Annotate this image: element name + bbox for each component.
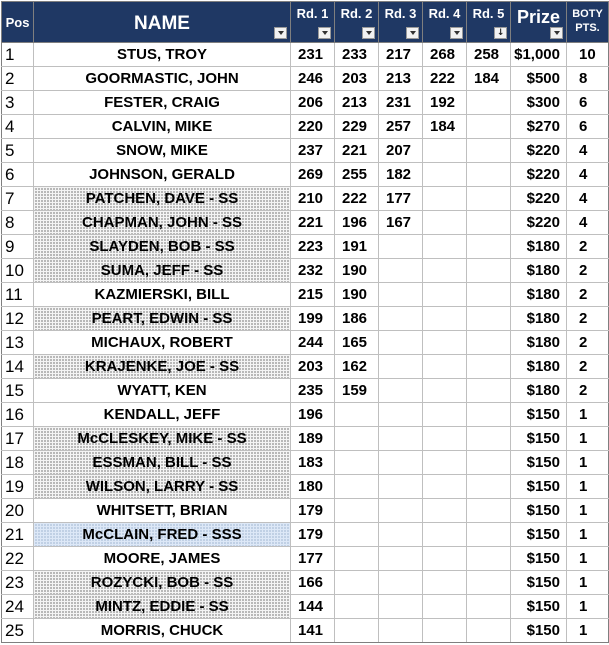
prize-cell[interactable]: $220 [511,187,567,211]
boty-points-cell[interactable]: 6 [567,91,609,115]
round4-cell[interactable] [423,259,467,283]
round1-cell[interactable]: 144 [291,595,335,619]
round5-cell[interactable] [467,379,511,403]
round1-cell[interactable]: 232 [291,259,335,283]
round1-cell[interactable]: 166 [291,571,335,595]
header-row [2,2,609,43]
table-row [2,331,609,355]
round3-cell[interactable]: 257 [379,115,423,139]
header-rd3 [379,2,423,43]
header-boty-line1: BOTY [572,8,603,20]
round2-cell[interactable]: 255 [335,163,379,187]
rd2-filter-button[interactable] [362,27,375,39]
round2-cell[interactable] [335,547,379,571]
round2-cell[interactable] [335,619,379,643]
round2-cell[interactable] [335,475,379,499]
prize-cell[interactable]: $180 [511,331,567,355]
prize-cell[interactable]: $180 [511,355,567,379]
position-cell[interactable]: 10 [2,259,34,283]
boty-points-cell[interactable]: 1 [567,571,609,595]
name-cell[interactable]: KRAJENKE, JOE - SS [34,355,291,379]
prize-cell[interactable]: $180 [511,283,567,307]
table-row [2,451,609,475]
round5-cell[interactable] [467,259,511,283]
name-cell[interactable]: CALVIN, MIKE [34,115,291,139]
round4-cell[interactable]: 268 [423,43,467,67]
boty-points-cell[interactable]: 4 [567,139,609,163]
position-cell[interactable]: 5 [2,139,34,163]
round1-cell[interactable]: 206 [291,91,335,115]
position-cell[interactable]: 13 [2,331,34,355]
round5-cell[interactable] [467,235,511,259]
header-rd1 [291,2,335,43]
header-name-label: NAME [134,13,190,34]
round5-cell[interactable] [467,355,511,379]
position-cell[interactable]: 4 [2,115,34,139]
header-rd1-label: Rd. 1 [296,6,329,21]
round2-cell[interactable]: 191 [335,235,379,259]
round3-cell[interactable] [379,571,423,595]
header-rd4-label: Rd. 4 [428,6,461,21]
name-cell[interactable]: FESTER, CRAIG [34,91,291,115]
round2-cell[interactable]: 190 [335,283,379,307]
name-cell[interactable]: WYATT, KEN [34,379,291,403]
prize-cell[interactable]: $150 [511,595,567,619]
table-row [2,523,609,547]
round4-cell[interactable] [423,571,467,595]
position-cell[interactable]: 14 [2,355,34,379]
round5-cell[interactable] [467,451,511,475]
prize-cell[interactable]: $180 [511,235,567,259]
round2-cell[interactable] [335,595,379,619]
round3-cell[interactable] [379,547,423,571]
position-cell[interactable]: 17 [2,427,34,451]
position-cell[interactable]: 15 [2,379,34,403]
round2-cell[interactable] [335,427,379,451]
round5-cell[interactable] [467,523,511,547]
round1-cell[interactable]: 179 [291,523,335,547]
name-cell[interactable]: McCLAIN, FRED - SSS [34,523,291,547]
prize-cell[interactable]: $500 [511,67,567,91]
table-row [2,379,609,403]
header-boty-line2: PTS. [575,22,600,34]
header-name [34,2,291,43]
name-cell[interactable]: MICHAUX, ROBERT [34,331,291,355]
round4-cell[interactable] [423,307,467,331]
standings-body [2,43,609,643]
prize-cell[interactable]: $220 [511,211,567,235]
round2-cell[interactable]: 162 [335,355,379,379]
rd4-filter-button[interactable] [450,27,463,39]
prize-cell[interactable]: $220 [511,139,567,163]
round1-cell[interactable]: 199 [291,307,335,331]
round2-cell[interactable]: 222 [335,187,379,211]
round3-cell[interactable]: 182 [379,163,423,187]
table-row [2,355,609,379]
round1-cell[interactable]: 180 [291,475,335,499]
round2-cell[interactable]: 196 [335,211,379,235]
round5-cell[interactable] [467,115,511,139]
round5-cell[interactable] [467,283,511,307]
prize-cell[interactable]: $150 [511,403,567,427]
name-cell[interactable]: KENDALL, JEFF [34,403,291,427]
round3-cell[interactable]: 177 [379,187,423,211]
boty-points-cell[interactable]: 10 [567,43,609,67]
header-prize [511,2,567,43]
round2-cell[interactable]: 213 [335,91,379,115]
header-pos-label: Pos [5,15,30,30]
round1-cell[interactable]: 223 [291,235,335,259]
name-cell[interactable]: WHITSETT, BRIAN [34,499,291,523]
round2-cell[interactable]: 233 [335,43,379,67]
round5-cell[interactable] [467,331,511,355]
position-cell[interactable]: 20 [2,499,34,523]
table-row [2,91,609,115]
table-row [2,403,609,427]
round4-cell[interactable] [423,211,467,235]
round2-cell[interactable]: 221 [335,139,379,163]
name-cell[interactable]: MINTZ, EDDIE - SS [34,595,291,619]
round4-cell[interactable] [423,283,467,307]
round4-cell[interactable] [423,619,467,643]
table-row [2,427,609,451]
dropdown-arrow-icon [554,31,560,35]
position-cell[interactable]: 1 [2,43,34,67]
round4-cell[interactable] [423,427,467,451]
prize-cell[interactable]: $180 [511,379,567,403]
round2-cell[interactable]: 186 [335,307,379,331]
round4-cell[interactable] [423,547,467,571]
round4-cell[interactable] [423,475,467,499]
round2-cell[interactable] [335,571,379,595]
position-cell[interactable]: 8 [2,211,34,235]
round3-cell[interactable] [379,427,423,451]
round5-cell[interactable] [467,211,511,235]
round4-cell[interactable]: 192 [423,91,467,115]
prize-cell[interactable]: $150 [511,547,567,571]
position-cell[interactable]: 22 [2,547,34,571]
name-cell[interactable]: STUS, TROY [34,43,291,67]
position-cell[interactable]: 24 [2,595,34,619]
round5-cell[interactable] [467,403,511,427]
position-cell[interactable]: 9 [2,235,34,259]
round3-cell[interactable]: 213 [379,67,423,91]
header-pos [2,2,34,43]
prize-cell[interactable]: $180 [511,259,567,283]
position-cell[interactable]: 6 [2,163,34,187]
boty-points-cell[interactable]: 2 [567,259,609,283]
position-cell[interactable]: 3 [2,91,34,115]
boty-points-cell[interactable]: 2 [567,379,609,403]
table-row [2,43,609,67]
prize-cell[interactable]: $150 [511,475,567,499]
round3-cell[interactable] [379,379,423,403]
prize-cell[interactable]: $150 [511,451,567,475]
round1-cell[interactable]: 231 [291,43,335,67]
round2-cell[interactable] [335,451,379,475]
round4-cell[interactable] [423,499,467,523]
name-cell[interactable]: SUMA, JEFF - SS [34,259,291,283]
round1-cell[interactable]: 141 [291,619,335,643]
round4-cell[interactable] [423,235,467,259]
table-row [2,187,609,211]
boty-points-cell[interactable]: 2 [567,283,609,307]
round1-cell[interactable]: 244 [291,331,335,355]
round2-cell[interactable]: 159 [335,379,379,403]
position-cell[interactable]: 19 [2,475,34,499]
position-cell[interactable]: 16 [2,403,34,427]
boty-points-cell[interactable]: 4 [567,187,609,211]
round5-cell[interactable] [467,547,511,571]
round3-cell[interactable] [379,619,423,643]
boty-points-cell[interactable]: 1 [567,475,609,499]
table-row [2,499,609,523]
position-cell[interactable]: 7 [2,187,34,211]
round2-cell[interactable]: 229 [335,115,379,139]
round3-cell[interactable] [379,475,423,499]
prize-filter-button[interactable] [550,27,563,39]
rd1-filter-button[interactable] [318,27,331,39]
table-row [2,115,609,139]
table-row [2,163,609,187]
table-row [2,67,609,91]
round3-cell[interactable] [379,235,423,259]
name-cell[interactable]: CHAPMAN, JOHN - SS [34,211,291,235]
round4-cell[interactable] [423,139,467,163]
prize-cell[interactable]: $1,000 [511,43,567,67]
round3-cell[interactable]: 217 [379,43,423,67]
round4-cell[interactable]: 184 [423,115,467,139]
round4-cell[interactable] [423,379,467,403]
round3-cell[interactable]: 207 [379,139,423,163]
round1-cell[interactable]: 177 [291,547,335,571]
round3-cell[interactable]: 231 [379,91,423,115]
round5-cell[interactable] [467,619,511,643]
name-cell[interactable]: GOORMASTIC, JOHN [34,67,291,91]
name-cell[interactable]: JOHNSON, GERALD [34,163,291,187]
header-boty-label [567,2,608,35]
round5-cell[interactable] [467,163,511,187]
round2-cell[interactable] [335,499,379,523]
prize-cell[interactable]: $150 [511,619,567,643]
round1-cell[interactable]: 246 [291,67,335,91]
round4-cell[interactable] [423,523,467,547]
boty-points-cell[interactable]: 2 [567,355,609,379]
dropdown-arrow-icon [278,31,284,35]
round5-cell[interactable] [467,139,511,163]
name-cell[interactable]: ROZYCKI, BOB - SS [34,571,291,595]
round1-cell[interactable]: 235 [291,379,335,403]
round3-cell[interactable] [379,403,423,427]
name-cell[interactable]: MORRIS, CHUCK [34,619,291,643]
round5-cell[interactable] [467,91,511,115]
round5-cell[interactable] [467,307,511,331]
name-cell[interactable]: PATCHEN, DAVE - SS [34,187,291,211]
round3-cell[interactable]: 167 [379,211,423,235]
round4-cell[interactable] [423,163,467,187]
name-cell[interactable]: WILSON, LARRY - SS [34,475,291,499]
round2-cell[interactable] [335,403,379,427]
name-cell[interactable]: McCLESKEY, MIKE - SS [34,427,291,451]
name-cell[interactable]: SNOW, MIKE [34,139,291,163]
round4-cell[interactable] [423,355,467,379]
round3-cell[interactable] [379,259,423,283]
prize-cell[interactable]: $300 [511,91,567,115]
round1-cell[interactable]: 237 [291,139,335,163]
round1-cell[interactable]: 210 [291,187,335,211]
rd5-sort-button[interactable] [494,27,507,39]
table-row [2,547,609,571]
round4-cell[interactable]: 222 [423,67,467,91]
boty-points-cell[interactable]: 1 [567,451,609,475]
round1-cell[interactable]: 220 [291,115,335,139]
table-row [2,619,609,643]
header-prize-label: Prize [516,7,561,27]
table-row [2,139,609,163]
round5-cell[interactable]: 184 [467,67,511,91]
boty-points-cell[interactable]: 1 [567,403,609,427]
position-cell[interactable]: 21 [2,523,34,547]
round1-cell[interactable]: 269 [291,163,335,187]
boty-points-cell[interactable]: 4 [567,163,609,187]
position-cell[interactable]: 18 [2,451,34,475]
round5-cell[interactable] [467,499,511,523]
dropdown-arrow-icon [322,31,328,35]
position-cell[interactable]: 12 [2,307,34,331]
round3-cell[interactable] [379,307,423,331]
round1-cell[interactable]: 196 [291,403,335,427]
position-cell[interactable]: 23 [2,571,34,595]
boty-points-cell[interactable]: 4 [567,211,609,235]
round3-cell[interactable] [379,283,423,307]
prize-cell[interactable]: $180 [511,307,567,331]
round1-cell[interactable]: 189 [291,427,335,451]
name-cell[interactable]: MOORE, JAMES [34,547,291,571]
dropdown-arrow-icon [366,31,372,35]
name-cell[interactable]: SLAYDEN, BOB - SS [34,235,291,259]
rd3-filter-button[interactable] [406,27,419,39]
header-rd2 [335,2,379,43]
name-filter-button[interactable] [274,27,287,39]
prize-cell[interactable]: $150 [511,571,567,595]
prize-cell[interactable]: $270 [511,115,567,139]
boty-points-cell[interactable]: 1 [567,499,609,523]
round1-cell[interactable]: 221 [291,211,335,235]
boty-points-cell[interactable]: 1 [567,427,609,451]
round2-cell[interactable] [335,523,379,547]
round2-cell[interactable]: 203 [335,67,379,91]
boty-points-cell[interactable]: 8 [567,67,609,91]
round5-cell[interactable]: 258 [467,43,511,67]
position-cell[interactable]: 11 [2,283,34,307]
table-row [2,475,609,499]
table-row [2,211,609,235]
round4-cell[interactable] [423,595,467,619]
table-row [2,283,609,307]
prize-cell[interactable]: $220 [511,163,567,187]
boty-points-cell[interactable]: 1 [567,619,609,643]
round4-cell[interactable] [423,451,467,475]
round2-cell[interactable]: 165 [335,331,379,355]
round5-cell[interactable] [467,475,511,499]
round2-cell[interactable]: 190 [335,259,379,283]
name-cell[interactable]: ESSMAN, BILL - SS [34,451,291,475]
table-row [2,307,609,331]
round5-cell[interactable] [467,595,511,619]
boty-points-cell[interactable]: 1 [567,547,609,571]
header-boty [567,2,609,43]
table-row [2,571,609,595]
round5-cell[interactable] [467,427,511,451]
round3-cell[interactable] [379,595,423,619]
header-rd4 [423,2,467,43]
dropdown-arrow-icon [454,31,460,35]
prize-cell[interactable]: $150 [511,499,567,523]
header-rd3-label: Rd. 3 [384,6,417,21]
round1-cell[interactable]: 179 [291,499,335,523]
table-row [2,595,609,619]
boty-points-cell[interactable]: 6 [567,115,609,139]
position-cell[interactable]: 2 [2,67,34,91]
table-row [2,235,609,259]
boty-points-cell[interactable]: 2 [567,331,609,355]
round4-cell[interactable] [423,403,467,427]
header-rd5 [467,2,511,43]
header-rd2-label: Rd. 2 [340,6,373,21]
round3-cell[interactable] [379,523,423,547]
round4-cell[interactable] [423,187,467,211]
boty-points-cell[interactable]: 2 [567,307,609,331]
round1-cell[interactable]: 183 [291,451,335,475]
boty-points-cell[interactable]: 2 [567,235,609,259]
round5-cell[interactable] [467,571,511,595]
round3-cell[interactable] [379,499,423,523]
round3-cell[interactable] [379,451,423,475]
round5-cell[interactable] [467,187,511,211]
round3-cell[interactable] [379,331,423,355]
standings-table [1,1,609,643]
round3-cell[interactable] [379,355,423,379]
boty-points-cell[interactable]: 1 [567,523,609,547]
round1-cell[interactable]: 203 [291,355,335,379]
round4-cell[interactable] [423,331,467,355]
sort-descending-icon: ↓ [496,28,505,38]
prize-cell[interactable]: $150 [511,427,567,451]
round1-cell[interactable]: 215 [291,283,335,307]
name-cell[interactable]: KAZMIERSKI, BILL [34,283,291,307]
header-rd5-label: Rd. 5 [472,6,505,21]
table-row [2,259,609,283]
dropdown-arrow-icon [410,31,416,35]
name-cell[interactable]: PEART, EDWIN - SS [34,307,291,331]
position-cell[interactable]: 25 [2,619,34,643]
boty-points-cell[interactable]: 1 [567,595,609,619]
prize-cell[interactable]: $150 [511,523,567,547]
